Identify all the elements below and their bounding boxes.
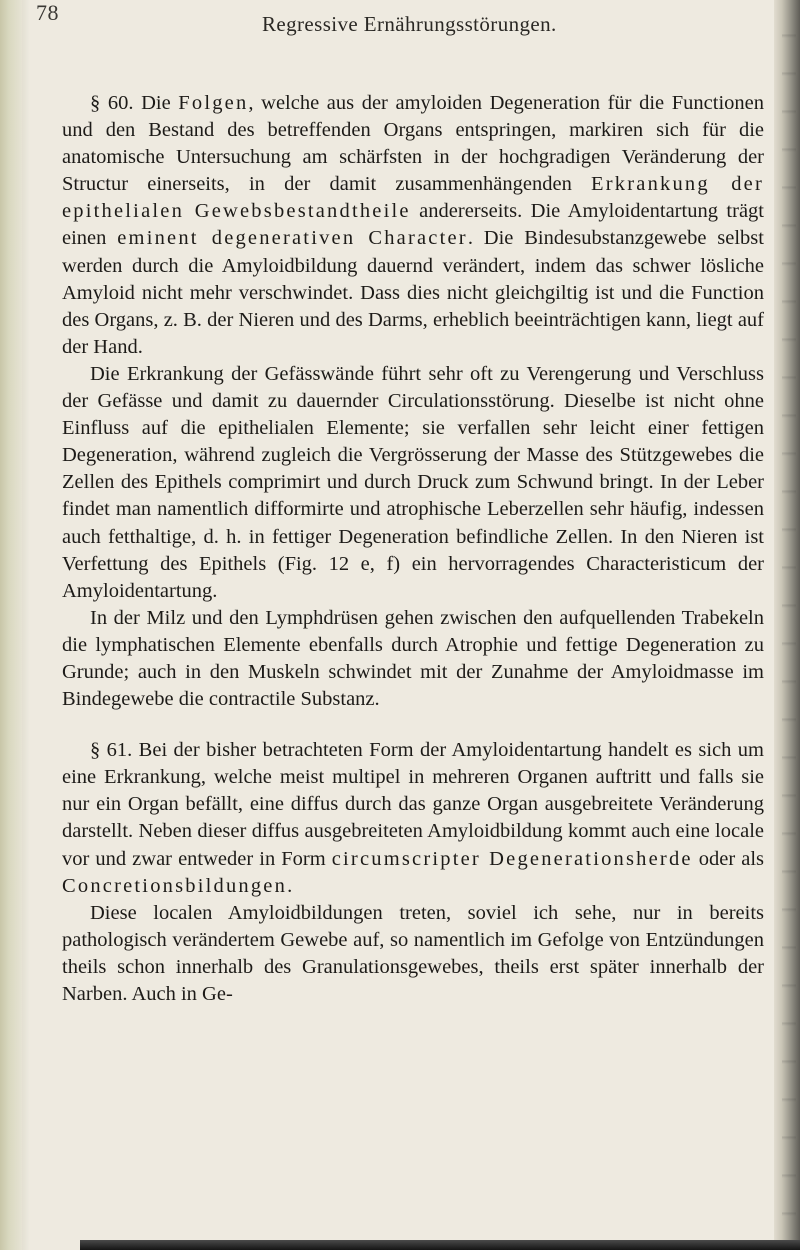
text-run: Die Erkrankung der Gefässwände führt sehr oft zu Verengerung und Verschluss der Gefässe und damit zu dauernder Circulationsstörung. Dieselbe ist nicht ohne Einfluss auf die epithelialen Elemente; sie verfallen sehr leicht einer fettigen Degeneration, während zugleich die Vergrösserung der Masse des Stützgewebes die Zellen des Epithels comprimirt und durch Druck zum Schwund bringt. In der Leber findet man namentlich difformirte und atrophische Leberzellen sehr häufig, indessen auch fetthaltige, d. h. in fettiger Degeneration befindliche Zellen. In den Nieren ist Verfettung des Epithels (Fig. 12 e, f) ein hervorragendes Characteristicum der Amyloidentartung.: [62, 362, 764, 602]
paragraph: [62, 605, 764, 713]
text-run: andererseits. Die Amyloidentartung trägt einen: [62, 200, 764, 250]
text-run: In der Milz und den Lymphdrüsen gehen zwischen den aufquellenden Trabekeln die lymphatischen Elemente ebenfalls durch Atrophie und fettige Degeneration zu Grunde; auch in den Muskeln schwindet mit der Zunahme der Amyloidmasse im Bindegewebe die contractile Substanz.: [62, 606, 764, 711]
paragraph: [62, 361, 764, 605]
page-bottom-edge: [80, 1240, 800, 1250]
text-run: .: [287, 874, 293, 897]
emphasized-text: Erkrankung der epithelialen Gewebsbestandtheile: [62, 173, 764, 223]
paragraph: [62, 90, 764, 361]
text-run: § 60. Die: [90, 92, 179, 114]
emphasized-text: Concretionsbildungen: [62, 874, 288, 897]
text-run: Diese localen Amyloidbildungen treten, soviel ich sehe, nur in bereits pathologisch verändertem Gewebe auf, so namentlich im Gefolge von Entzündungen theils schon innerhalb des Granulationsgewebes, theils erst später innerhalb der Narben. Auch in Ge-: [62, 901, 764, 1005]
paragraph: [62, 737, 764, 900]
text-run: § 61. Bei der bisher betrachteten Form der Amyloidentartung handelt es sich um eine Erkrankung, welche meist multipel in mehreren Organen auftritt und falls sie nur ein Organ befällt, eine diffus durch das ganze Organ ausgebreitete Veränderung darstellt. Neben dieser diffus ausgebreiteten Amyloidbildung kommt auch eine locale vor und zwar entweder in Form: [62, 739, 764, 870]
emphasized-text: circumscripter Degenerationsherde: [331, 847, 693, 870]
text-run: oder als: [692, 847, 765, 870]
emphasized-text: Folgen: [178, 92, 249, 114]
page-fore-edge-texture: [782, 0, 796, 1250]
binding-gutter: [0, 0, 22, 1250]
text-run: . Die Bindesubstanzgewebe selbst werden durch die Amyloidbildung dauernd verändert, indem das schwer lösliche Amyloid nicht mehr verschwindet. Dass dies nicht gleichgiltig ist und die Function des Organs, z. B. der Nieren und des Darms, erheblich beeinträchtigen kann, liegt auf der Hand.: [62, 227, 764, 358]
text-run: , welche aus der amyloiden Degeneration für die Functionen und den Bestand des betreffenden Organs entspringen, markiren sich für die anatomische Untersuchung am schärfsten in der hochgradigen Veränderung der Structur einerseits, in der damit zusammenhängenden: [62, 92, 764, 196]
emphasized-text: eminent degenerativen Character: [117, 227, 468, 250]
page-number: 78: [36, 0, 59, 25]
running-title: Regressive Ernährungsstörungen.: [262, 12, 557, 36]
paragraph: [62, 900, 764, 1008]
binding-shadow: [22, 0, 30, 1250]
section-gap: [62, 713, 764, 737]
body-text: [62, 90, 764, 1008]
